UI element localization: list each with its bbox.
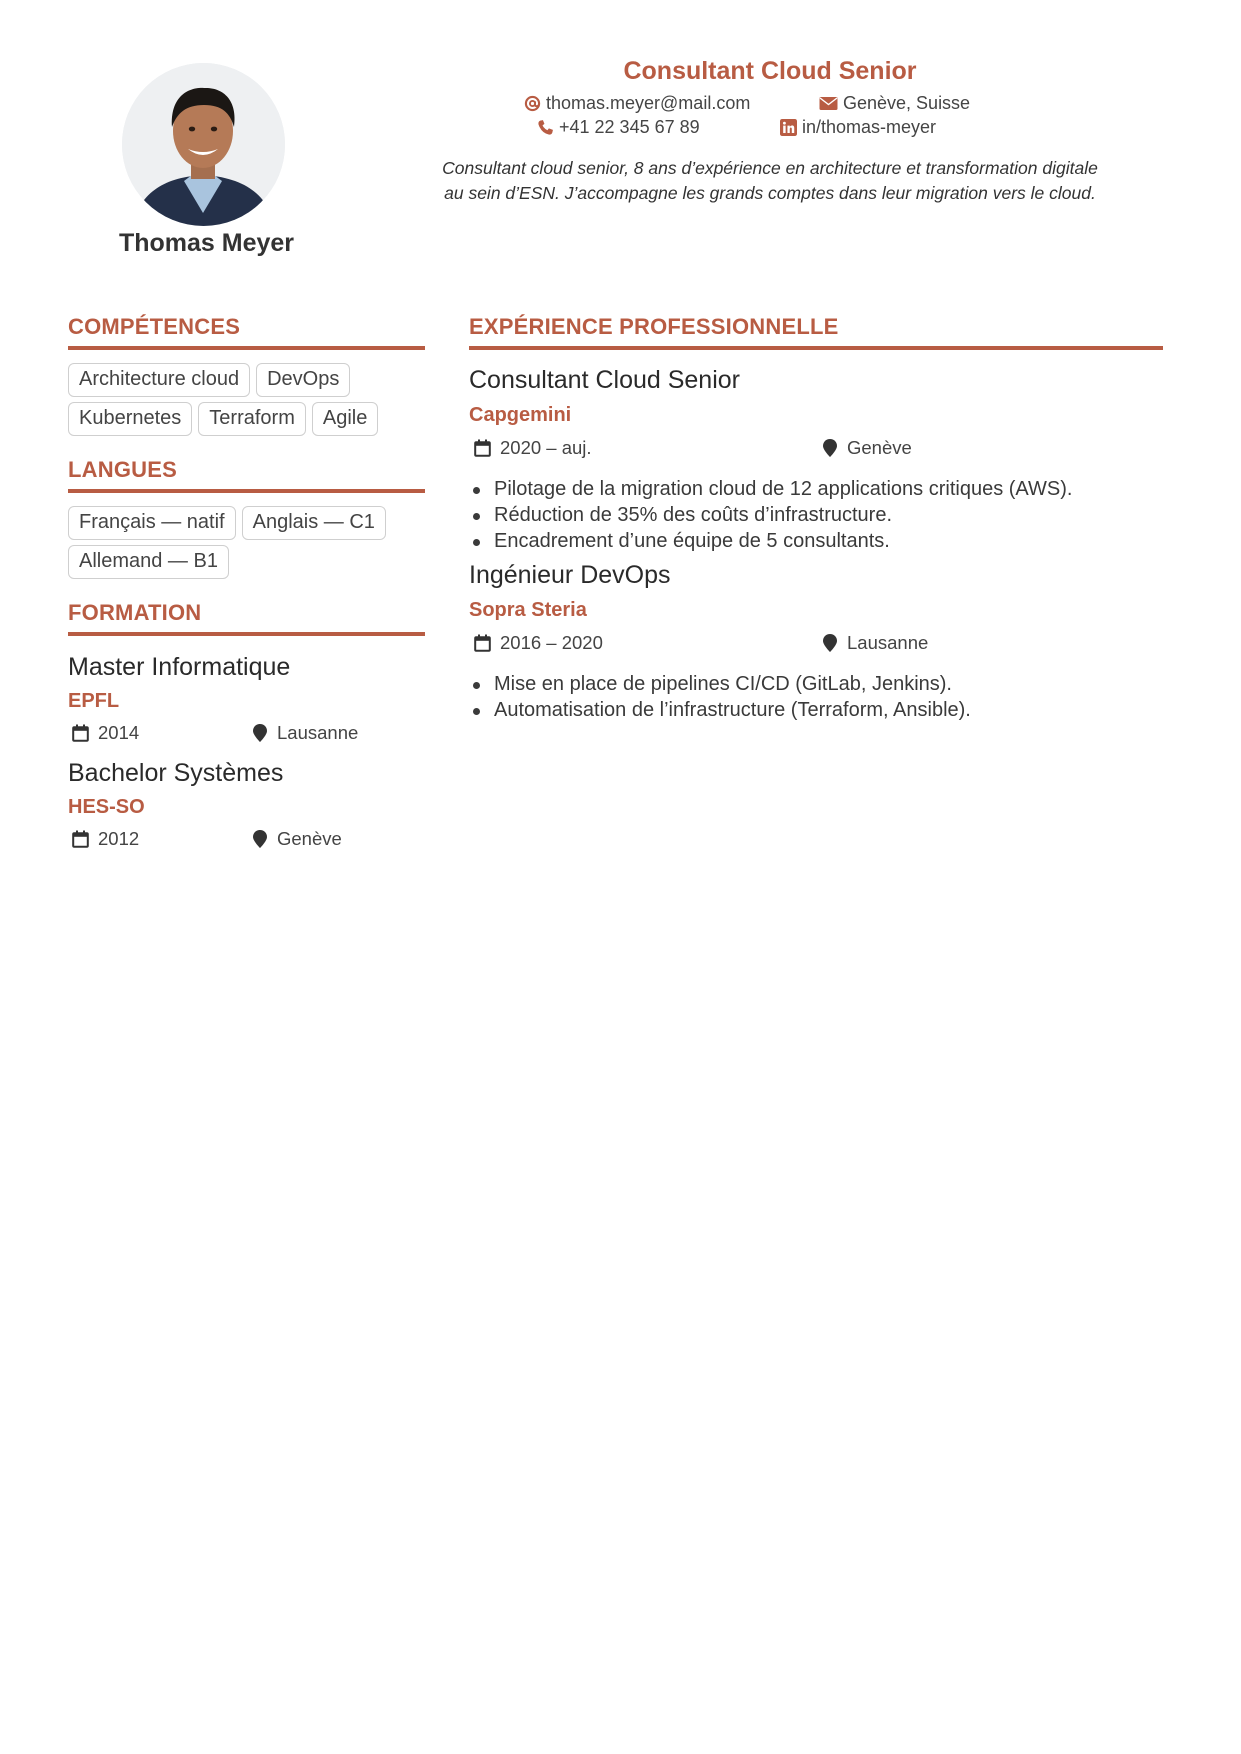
experience-location: [822, 632, 928, 654]
education-school: EPFL: [68, 690, 120, 712]
experience-dates: [474, 632, 603, 654]
section-title-languages: LANGUES: [68, 457, 177, 482]
at-icon: [524, 95, 541, 112]
section-title-experience: EXPÉRIENCE PROFESSIONNELLE: [469, 314, 839, 339]
email-text: thomas.meyer@mail.com: [546, 93, 751, 113]
section-divider: [68, 632, 425, 636]
skill-tag: Agile: [312, 402, 378, 436]
section-title-skills: COMPÉTENCES: [68, 314, 241, 339]
experience-bullets: [472, 476, 1072, 554]
summary-line: au sein d’ESN. J’accompagne les grands comptes dans leur migration vers le cloud.: [444, 183, 1096, 203]
language-tag: Anglais — C1: [242, 506, 386, 540]
experience-date-range: 2020 – auj.: [500, 437, 592, 458]
section-divider: [68, 346, 425, 350]
education-city: Genève: [277, 828, 342, 849]
linkedin-icon: [780, 119, 797, 136]
portrait-image: [122, 63, 285, 226]
calendar-icon: [474, 634, 491, 652]
contact-phone[interactable]: [537, 117, 700, 138]
education-meta: [72, 722, 139, 744]
experience-dates: [474, 437, 592, 459]
education-location: [252, 828, 342, 850]
skill-tag: Architecture cloud: [68, 363, 250, 397]
experience-location: [822, 437, 912, 459]
languages-tag-list: [68, 506, 438, 579]
education-degree: Bachelor Systèmes: [68, 759, 284, 787]
skill-tag: Terraform: [198, 402, 306, 436]
map-pin-icon: [822, 438, 838, 458]
skill-tag: DevOps: [256, 363, 350, 397]
education-meta: [72, 828, 139, 850]
linkedin-text: in/thomas-meyer: [802, 117, 937, 137]
experience-bullet: Encadrement d’une équipe de 5 consultants.: [472, 528, 1072, 554]
phone-icon: [537, 119, 554, 136]
summary-line: Consultant cloud senior, 8 ans d’expérience en architecture et transformation digitale: [442, 158, 1098, 178]
contact-linkedin[interactable]: [780, 117, 936, 138]
experience-company: Capgemini: [469, 404, 572, 426]
experience-bullet: Pilotage de la migration cloud de 12 applications critiques (AWS).: [472, 476, 1072, 502]
experience-city: Lausanne: [847, 632, 929, 653]
contact-email[interactable]: [524, 93, 750, 114]
calendar-icon: [72, 724, 89, 742]
education-location: [252, 722, 358, 744]
experience-role: Consultant Cloud Senior: [469, 366, 740, 394]
experience-bullet: Mise en place de pipelines CI/CD (GitLab, Jenkins).: [472, 671, 971, 697]
map-pin-icon: [252, 829, 268, 849]
section-divider: [68, 489, 425, 493]
experience-role: Ingénieur DevOps: [469, 561, 671, 589]
education-year: 2014: [98, 722, 140, 743]
candidate-name: Thomas Meyer: [118, 229, 295, 257]
language-tag: Allemand — B1: [68, 545, 229, 579]
experience-bullet: Réduction de 35% des coûts d’infrastructure.: [472, 502, 1072, 528]
education-degree: Master Informatique: [68, 653, 291, 681]
experience-date-range: 2016 – 2020: [500, 632, 603, 653]
education-year: 2012: [98, 828, 140, 849]
section-title-education: FORMATION: [68, 600, 202, 625]
experience-bullets: [472, 671, 971, 723]
education-city: Lausanne: [277, 722, 359, 743]
profile-photo: [122, 63, 285, 226]
skills-tag-list: [68, 363, 438, 436]
experience-bullet: Automatisation de l’infrastructure (Terraform, Ansible).: [472, 697, 971, 723]
education-school: HES-SO: [68, 796, 145, 818]
job-title: Consultant Cloud Senior: [623, 57, 917, 85]
experience-city: Genève: [847, 437, 912, 458]
section-divider: [469, 346, 1163, 350]
phone-text: +41 22 345 67 89: [559, 117, 700, 137]
envelope-icon: [819, 96, 838, 111]
skill-tag: Kubernetes: [68, 402, 192, 436]
experience-company: Sopra Steria: [469, 599, 587, 621]
calendar-icon: [474, 439, 491, 457]
language-tag: Français — natif: [68, 506, 236, 540]
location-text: Genève, Suisse: [843, 93, 971, 113]
contact-location: [819, 93, 970, 114]
profile-summary: [440, 156, 1100, 206]
calendar-icon: [72, 830, 89, 848]
map-pin-icon: [252, 723, 268, 743]
map-pin-icon: [822, 633, 838, 653]
